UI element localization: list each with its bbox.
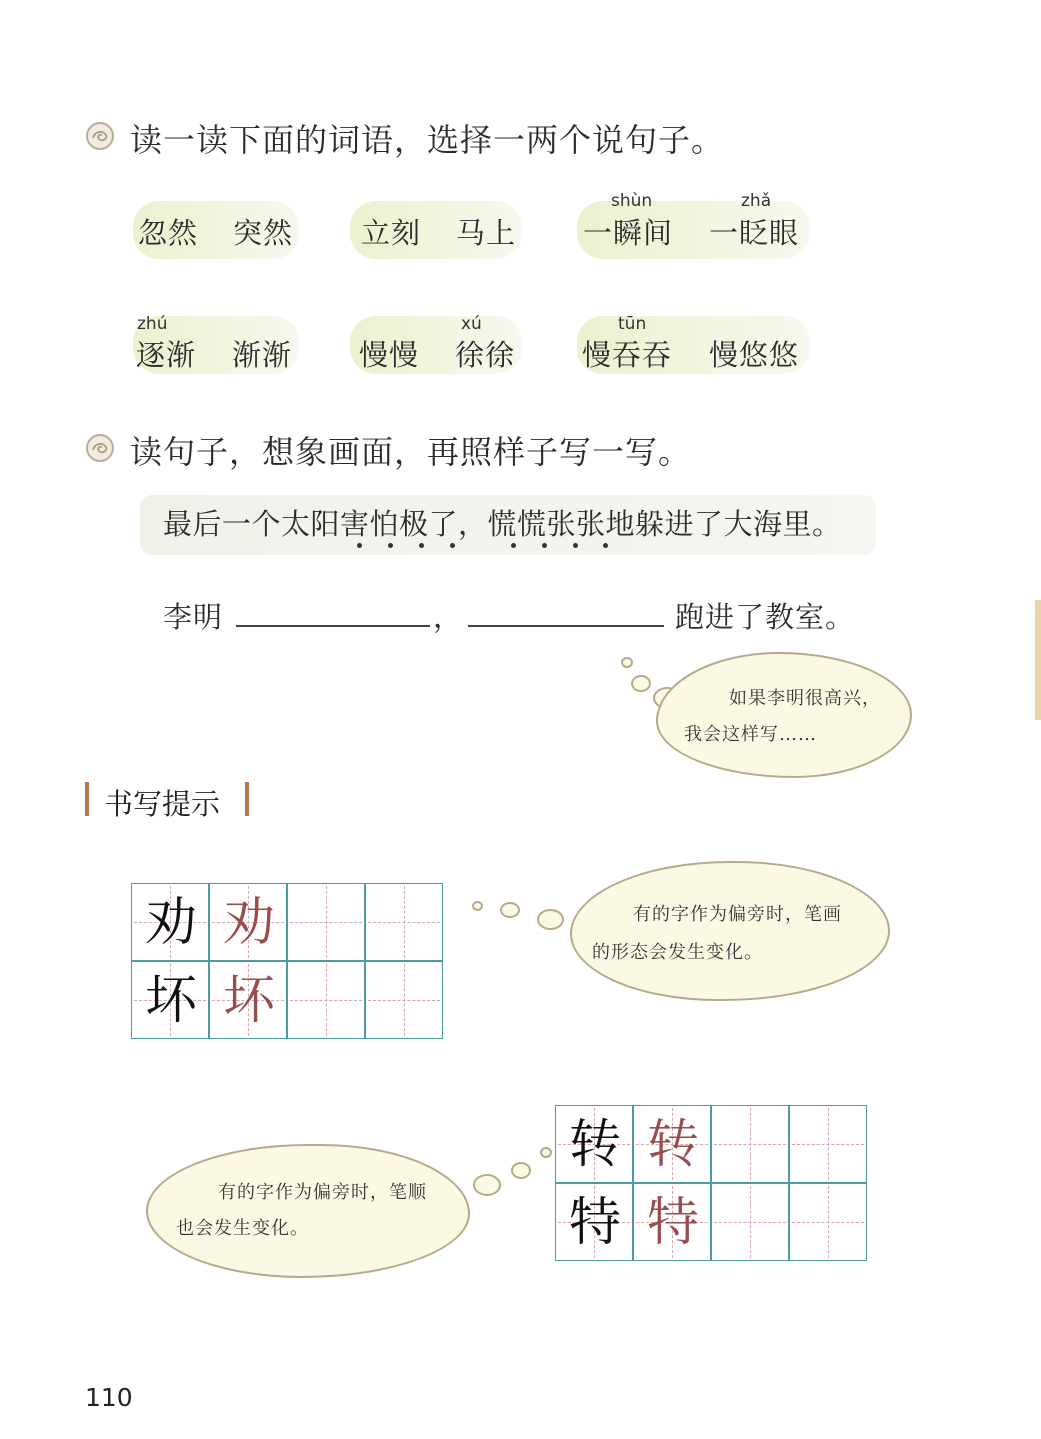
example-sentence: 最后一个太阳害怕极了，慌慌张张地躲进了大海里。 — [163, 507, 842, 541]
word: 徐徐 — [455, 338, 516, 372]
word: 立刻 — [361, 216, 422, 250]
word: 马上 — [456, 216, 517, 250]
section-heading-words: 读一读下面的词语，选择一两个说句子。 — [130, 121, 725, 159]
emphasis-dot — [511, 543, 516, 548]
word: 一瞬间 — [583, 216, 674, 250]
fill-prefix: 李明 — [163, 600, 224, 634]
emphasis-dot — [542, 543, 547, 548]
word: 慢慢 — [359, 338, 420, 372]
pinyin: zhú — [137, 314, 168, 334]
thought-text: 有的字作为偏旁时，笔画 — [633, 904, 842, 925]
trace-character: 劝 — [222, 893, 275, 953]
answer-blank-1[interactable] — [236, 625, 430, 627]
word: 慢悠悠 — [709, 338, 800, 372]
model-character: 特 — [568, 1193, 621, 1253]
page-number: 110 — [85, 1383, 133, 1412]
grid-cell — [131, 961, 209, 1039]
tip-bar-right — [245, 782, 249, 816]
word: 慢吞吞 — [582, 338, 673, 372]
thought-text: 也会发生变化。 — [176, 1218, 309, 1239]
thought-bubble — [537, 909, 564, 930]
thought-bubble — [473, 1174, 501, 1196]
thought-bubble — [631, 675, 651, 692]
thought-text: 我会这样写…… — [684, 724, 817, 745]
model-character: 劝 — [144, 893, 197, 953]
thought-bubble — [500, 902, 520, 918]
grid-cell[interactable] — [365, 961, 443, 1039]
thought-bubble — [540, 1147, 552, 1158]
swirl-icon — [85, 433, 115, 463]
trace-character: 坏 — [222, 971, 275, 1031]
word: 忽然 — [138, 216, 199, 250]
trace-character: 特 — [646, 1193, 699, 1253]
emphasis-dot — [357, 543, 362, 548]
word: 渐渐 — [232, 338, 293, 372]
model-character: 坏 — [144, 971, 197, 1031]
emphasis-dot — [450, 543, 455, 548]
grid-cell — [633, 1183, 711, 1261]
emphasis-dot — [388, 543, 393, 548]
grid-cell — [131, 883, 209, 961]
thought-bubble — [621, 657, 633, 668]
fill-suffix: 跑进了教室。 — [675, 600, 856, 634]
grid-cell[interactable] — [287, 883, 365, 961]
pinyin: shùn — [611, 191, 653, 211]
emphasis-dot — [573, 543, 578, 548]
thought-bubble — [511, 1162, 531, 1179]
answer-blank-2[interactable] — [468, 625, 664, 627]
page-edge-mark — [1035, 600, 1041, 720]
pinyin: zhǎ — [741, 191, 772, 211]
trace-character: 转 — [646, 1115, 699, 1175]
grid-cell[interactable] — [287, 961, 365, 1039]
swirl-icon — [85, 121, 115, 151]
grid-cell — [633, 1105, 711, 1183]
grid-cell[interactable] — [789, 1105, 867, 1183]
word: 逐渐 — [136, 338, 197, 372]
tip-bar-left — [85, 782, 89, 816]
model-character: 转 — [568, 1115, 621, 1175]
thought-bubble — [472, 901, 483, 911]
thought-text: 如果李明很高兴， — [729, 688, 881, 709]
grid-cell — [555, 1105, 633, 1183]
grid-cell — [209, 961, 287, 1039]
grid-cell[interactable] — [789, 1183, 867, 1261]
thought-text: 有的字作为偏旁时，笔顺 — [218, 1182, 427, 1203]
section-heading-sentences: 读句子，想象画面，再照样子写一写。 — [130, 433, 692, 471]
grid-cell[interactable] — [711, 1105, 789, 1183]
grid-cell[interactable] — [711, 1183, 789, 1261]
fill-comma: ， — [433, 600, 464, 634]
pinyin: tūn — [618, 314, 647, 334]
emphasis-dot — [603, 543, 608, 548]
grid-cell[interactable] — [365, 883, 443, 961]
word: 突然 — [233, 216, 294, 250]
emphasis-dot — [419, 543, 424, 548]
grid-cell — [555, 1183, 633, 1261]
word: 一眨眼 — [709, 216, 800, 250]
thought-text: 的形态会发生变化。 — [592, 942, 763, 963]
pinyin: xú — [461, 314, 482, 334]
grid-cell — [209, 883, 287, 961]
writing-tips-title: 书写提示 — [104, 787, 221, 821]
